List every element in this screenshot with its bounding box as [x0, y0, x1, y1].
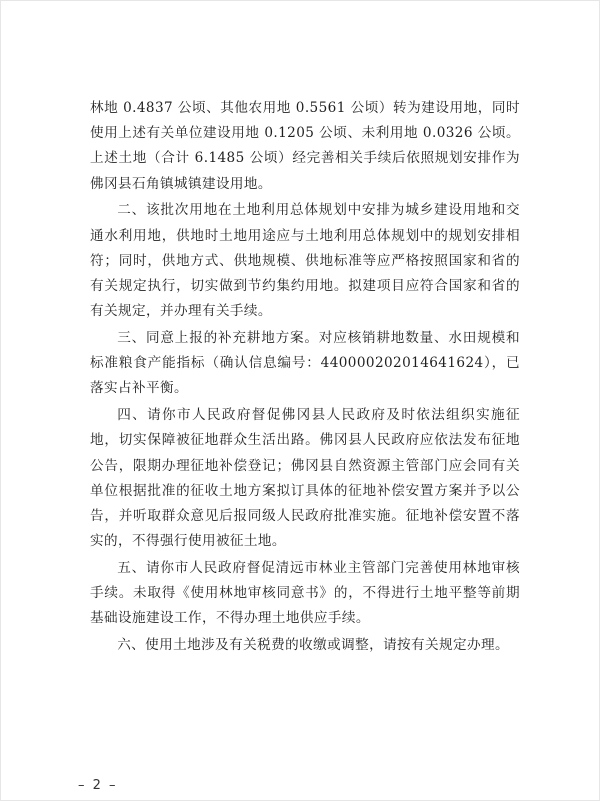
page-number: – 2 – [78, 778, 118, 793]
paragraph-item-2: 二、该批次用地在土地利用总体规划中安排为城乡建设用地和交通水利用地，供地时土地用途应与土地利用总体规划中的规划安排相符；同时，供地方式、供地规模、供地标准等应严格按照国家和省的有关规定执行，切实做到节约集约用地。拟建项目应符合国家和省的有关规定，并办理有关手续。 [90, 202, 520, 320]
paragraph-item-6: 六、使用土地涉及有关税费的收缴或调整，请按有关规定办理。 [117, 637, 510, 654]
paragraph-item-5: 五、请你市人民政府督促清远市林业主管部门完善使用林地审核手续。未取得《使用林地审核同意书》的，不得进行土地平整等前期基础设施建设工作，不得办理土地供应手续。 [90, 560, 520, 627]
paragraph-item-4: 四、请你市人民政府督促佛冈县人民政府及时依法组织实施征地，切实保障被征地群众生活出路。佛冈县人民政府应依法发布征地公告，限期办理征地补偿登记；佛冈县自然资源主管部门应会同有关单位根据批准的征收土地方案拟订具体的征地补偿安置方案并予以公告，并听取群众意见后报同级人民政府批准实施。征地补偿安置不落实的，不得强行使用被征土地。 [90, 407, 520, 550]
paragraph-continuation: 林地 0.4837 公顷、其他农用地 0.5561 公顷）转为建设用地，同时使用上述有关单位建设用地 0.1205 公顷、未利用地 0.0326 公顷。上述土地（合计 6.1485 公顷）经完善相关手续后依照规划安排作为佛冈县石角镇城镇建设用地。 [90, 100, 520, 192]
paragraph-item-3: 三、同意上报的补充耕地方案。对应核销耕地数量、水田规模和标准粮食产能指标（确认信息编号：440000202014641624），已落实占补平衡。 [90, 330, 520, 397]
document-body [90, 96, 520, 660]
